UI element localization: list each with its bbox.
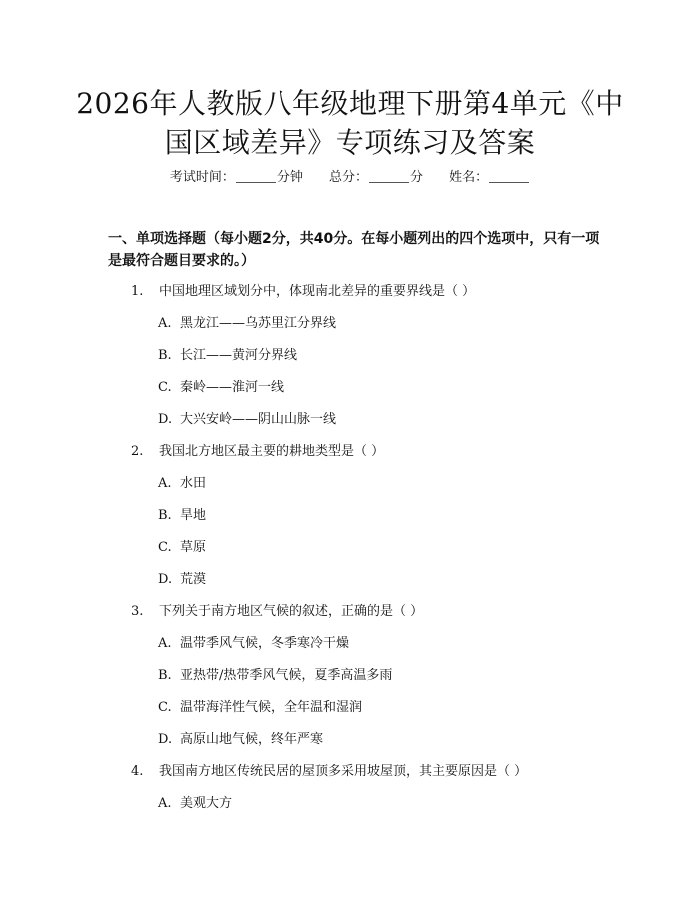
student-name-blank[interactable] bbox=[489, 168, 529, 183]
option-text: 水田 bbox=[180, 476, 207, 491]
option-letter: D. bbox=[158, 732, 173, 747]
option-letter: B. bbox=[158, 668, 172, 683]
question-text: 下列关于南方地区气候的叙述，正确的是（ ） bbox=[159, 604, 424, 619]
question-4 bbox=[131, 762, 527, 782]
question-text: 中国地理区域划分中，体现南北差异的重要界线是（ ） bbox=[159, 284, 476, 299]
option-text: 温带季风气候，冬季寒冷干燥 bbox=[180, 636, 350, 651]
question-3-option-d bbox=[158, 730, 323, 750]
student-name-field bbox=[449, 170, 530, 185]
total-score-field bbox=[329, 170, 427, 185]
total-score-unit: 分 bbox=[410, 170, 424, 185]
question-2-option-a bbox=[158, 474, 206, 494]
option-text: 荒漠 bbox=[180, 572, 207, 587]
question-3-option-b bbox=[158, 666, 392, 686]
exam-time-unit: 分钟 bbox=[276, 170, 303, 185]
option-text: 亚热带/热带季风气候，夏季高温多雨 bbox=[180, 668, 393, 683]
option-text: 美观大方 bbox=[180, 796, 233, 811]
question-2-option-c bbox=[158, 538, 206, 558]
exam-info-row bbox=[0, 167, 700, 189]
section-heading-line-1: 一、单项选择题（每小题2分，共40分。在每小题列出的四个选项中，只有一项 bbox=[108, 231, 600, 247]
page-title-line-1: 2026年人教版八年级地理下册第4单元《中 bbox=[76, 87, 624, 120]
option-letter: B. bbox=[158, 508, 172, 523]
question-2 bbox=[131, 442, 384, 462]
option-text: 黑龙江——乌苏里江分界线 bbox=[180, 316, 337, 331]
page-title-line-2: 国区域差异》专项练习及答案 bbox=[164, 126, 536, 159]
option-text: 旱地 bbox=[180, 508, 207, 523]
question-2-option-b bbox=[158, 506, 206, 526]
question-text: 我国南方地区传统民居的屋顶多采用坡屋顶，其主要原因是（ ） bbox=[159, 764, 528, 779]
option-letter: A. bbox=[158, 316, 172, 331]
option-letter: D. bbox=[158, 572, 173, 587]
option-text: 高原山地气候，终年严寒 bbox=[180, 732, 324, 747]
student-name-label: 姓名： bbox=[449, 170, 489, 185]
question-number: 3. bbox=[131, 604, 144, 619]
option-text: 草原 bbox=[180, 540, 207, 555]
question-number: 2. bbox=[131, 444, 144, 459]
question-1-option-b bbox=[158, 346, 297, 366]
question-1-option-d bbox=[158, 410, 336, 430]
question-1 bbox=[131, 282, 475, 302]
option-text: 秦岭——淮河一线 bbox=[180, 380, 285, 395]
option-letter: B. bbox=[158, 348, 172, 363]
question-1-option-a bbox=[158, 314, 336, 334]
question-1-option-c bbox=[158, 378, 284, 398]
option-letter: A. bbox=[158, 636, 172, 651]
question-3-option-c bbox=[158, 698, 362, 718]
option-text: 长江——黄河分界线 bbox=[180, 348, 298, 363]
question-number: 4. bbox=[131, 764, 144, 779]
option-text: 温带海洋性气候，全年温和湿润 bbox=[180, 700, 363, 715]
option-letter: C. bbox=[158, 700, 172, 715]
total-score-blank[interactable] bbox=[369, 168, 409, 183]
exam-time-field bbox=[170, 170, 307, 185]
question-3-option-a bbox=[158, 634, 349, 654]
option-text: 大兴安岭——阴山山脉一线 bbox=[180, 412, 337, 427]
option-letter: C. bbox=[158, 540, 172, 555]
question-4-option-a bbox=[158, 794, 232, 814]
section-heading-line-2: 是最符合题目要求的。） bbox=[108, 253, 255, 269]
exam-time-blank[interactable] bbox=[236, 168, 276, 183]
option-letter: A. bbox=[158, 796, 172, 811]
total-score-label: 总分： bbox=[328, 170, 368, 185]
question-number: 1. bbox=[131, 284, 144, 299]
question-2-option-d bbox=[158, 570, 206, 590]
option-letter: D. bbox=[158, 412, 173, 427]
question-text: 我国北方地区最主要的耕地类型是（ ） bbox=[159, 444, 385, 459]
exam-time-label: 考试时间： bbox=[169, 170, 235, 185]
option-letter: A. bbox=[158, 476, 172, 491]
question-3 bbox=[131, 602, 423, 622]
option-letter: C. bbox=[158, 380, 172, 395]
